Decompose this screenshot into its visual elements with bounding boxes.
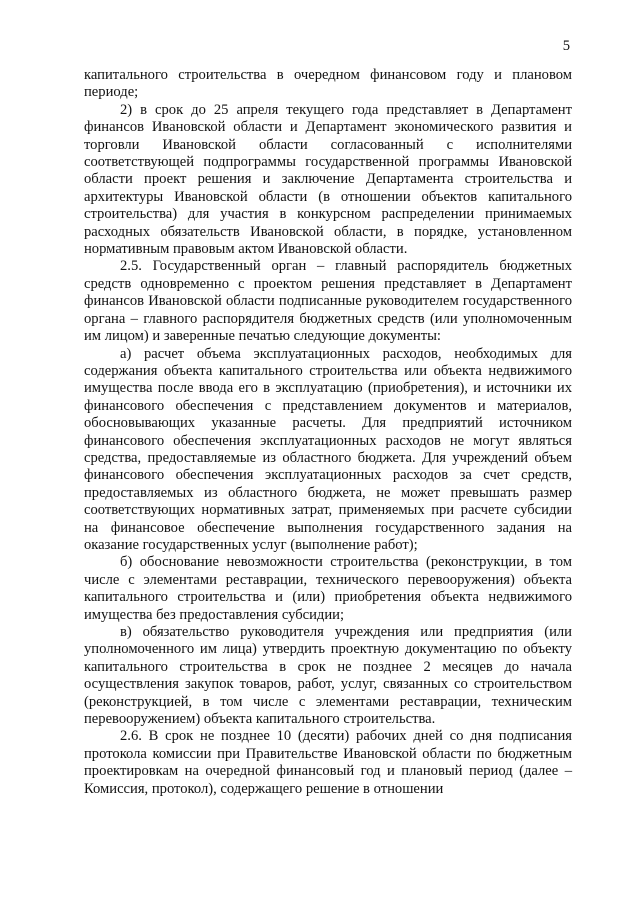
paragraph-section-2-5: 2.5. Государственный орган – главный распорядитель бюджетных средств одновременно с проектом решения представляет в Департамент финансов Ивановской области подписанные руководителем государственного органа – главного распорядителя бюджетных средств (или уполномоченным им лицом) и заверенные печатью следующие документы: <box>84 258 572 345</box>
document-body <box>84 67 572 798</box>
paragraph-item-a: а) расчет объема эксплуатационных расходов, необходимых для содержания объекта капитального строительства или объекта недвижимого имущества после ввода его в эксплуатацию (приобретения), и источники их финансового обеспечения с представлением документов и материалов, обосновывающих указанные расчеты. Для предприятий источником финансового обеспечения эксплуатационных расходов не могут являться средства, предоставляемые из областного бюджета. Для учреждений объем финансового обеспечения эксплуатационных расходов за счет средств, предоставляемых из областного бюджета, не может превышать размер соответствующих нормативных затрат, применяемых при расчете субсидии на финансовое обеспечение выполнения государственного задания на оказание государственных услуг (выполнение работ); <box>84 345 572 553</box>
paragraph-item-v: в) обязательство руководителя учреждения или предприятия (или уполномоченного им лица) утвердить проектную документацию по объекту капитального строительства в срок не позднее 2 месяцев до начала осуществления закупок товаров, работ, услуг, связанных со строительством (реконструкцией, в том числе с элементами реставрации, техническим перевооружением) объекта капитального строительства. <box>84 624 572 728</box>
paragraph-item-b: б) обоснование невозможности строительства (реконструкции, в том числе с элементами реставрации, технического перевооружения) объекта капитального строительства и (или) приобретения объекта недвижимого имущества без предоставления субсидии; <box>84 554 572 623</box>
paragraph-continuation: капитального строительства в очередном финансовом году и плановом периоде; <box>84 67 572 101</box>
page-number: 5 <box>562 38 570 54</box>
paragraph-item-2: 2) в срок до 25 апреля текущего года представляет в Департамент финансов Ивановской области и Департамент экономического развития и торговли Ивановской области согласованный с исполнителями соответствующей подпрограммы государственной программы Ивановской области проект решения и заключение Департамента строительства и архитектуры Ивановской области (в отношении объектов капитального строительства) для участия в конкурсном распределении принимаемых расходных обязательств Ивановской области, в порядке, установленном нормативным правовым актом Ивановской области. <box>84 101 572 258</box>
paragraph-section-2-6: 2.6. В срок не позднее 10 (десяти) рабочих дней со дня подписания протокола комиссии при Правительстве Ивановской области по бюджетным проектировкам на очередной финансовый год и плановый период (далее – Комиссия, протокол), содержащего решение в отношении <box>84 728 572 797</box>
